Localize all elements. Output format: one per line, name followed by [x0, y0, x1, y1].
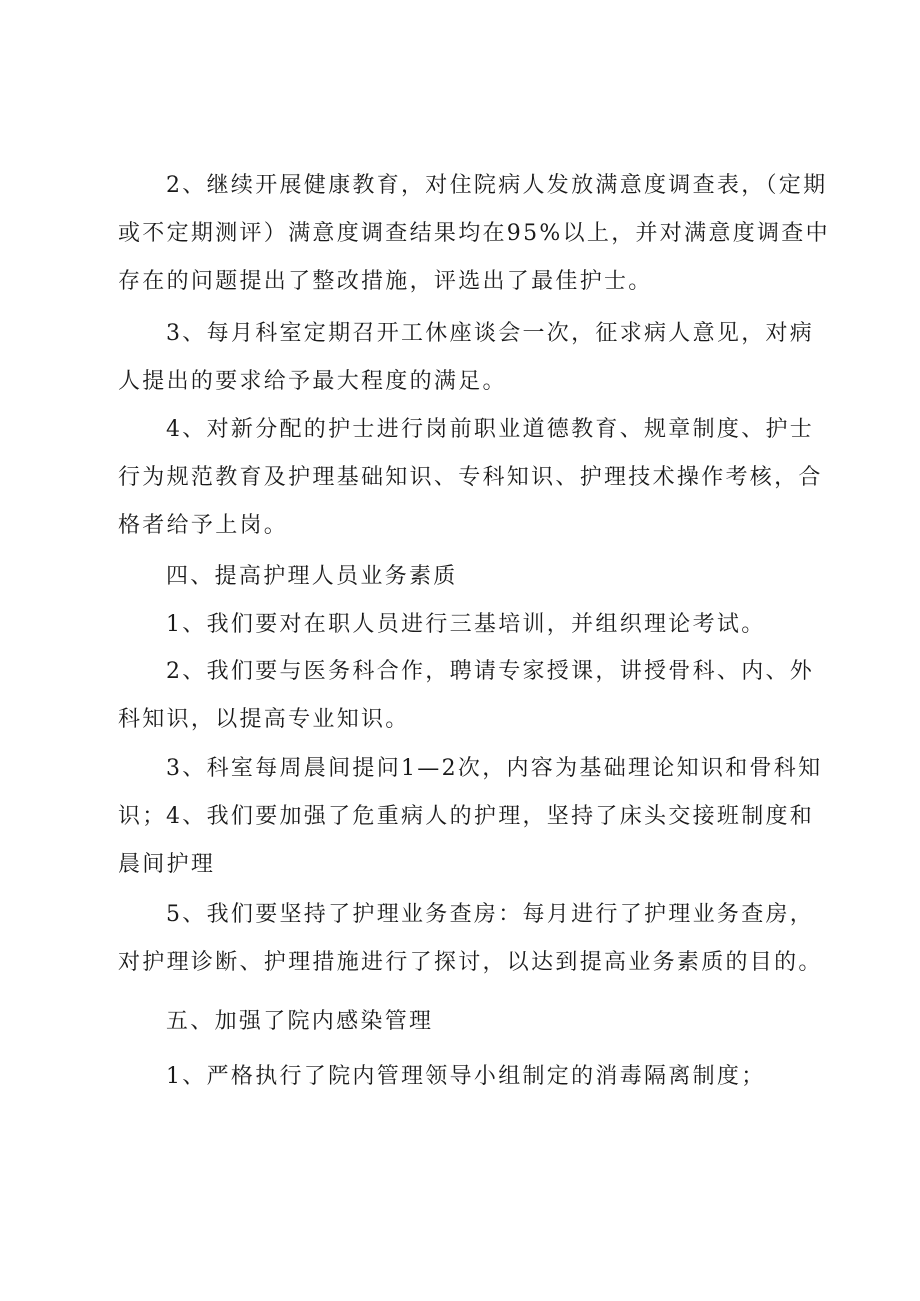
section-heading-five: 五、加强了院内感染管理 [166, 1009, 434, 1034]
section-heading-four: 四、提高护理人员业务素质 [166, 564, 458, 589]
paragraph-patient-meeting: 3、每月科室定期召开工休座谈会一次，征求病人意见，对病人提出的要求给予最大程度的满足。 [118, 321, 815, 394]
paragraph-health-education: 2、继续开展健康教育，对住院病人发放满意度调查表，（定期或不定期测评）满意度调查结果均在95%以上，并对满意度调查中存在的问题提出了整改措施，评选出了最佳护士。 [118, 173, 830, 294]
paragraph-morning-questions: 3、科室每周晨间提问1—2次，内容为基础理论知识和骨科知识； [118, 756, 823, 829]
paragraph-disinfection: 1、严格执行了院内管理领导小组制定的消毒隔离制度； [166, 1064, 766, 1089]
paragraph-ward-rounds: 5、我们要坚持了护理业务查房：每月进行了护理业务查房，对护理诊断、护理措施进行了探讨，以达到提高业务素质的目的。 [118, 902, 823, 975]
paragraph-expert-lectures: 2、我们要与医务科合作，聘请专家授课，讲授骨科、内、外科知识，以提高专业知识。 [118, 659, 815, 732]
paragraph-critical-care: 4、我们要加强了危重病人的护理，坚持了床头交接班制度和晨间护理 [118, 804, 815, 877]
paragraph-basic-training: 1、我们要对在职人员进行三基培训，并组织理论考试。 [166, 612, 766, 637]
paragraph-new-nurse-training: 4、对新分配的护士进行岗前职业道德教育、规章制度、护士行为规范教育及护理基础知识、专科知识、护理技术操作考核，合格者给予上岗。 [118, 417, 823, 538]
